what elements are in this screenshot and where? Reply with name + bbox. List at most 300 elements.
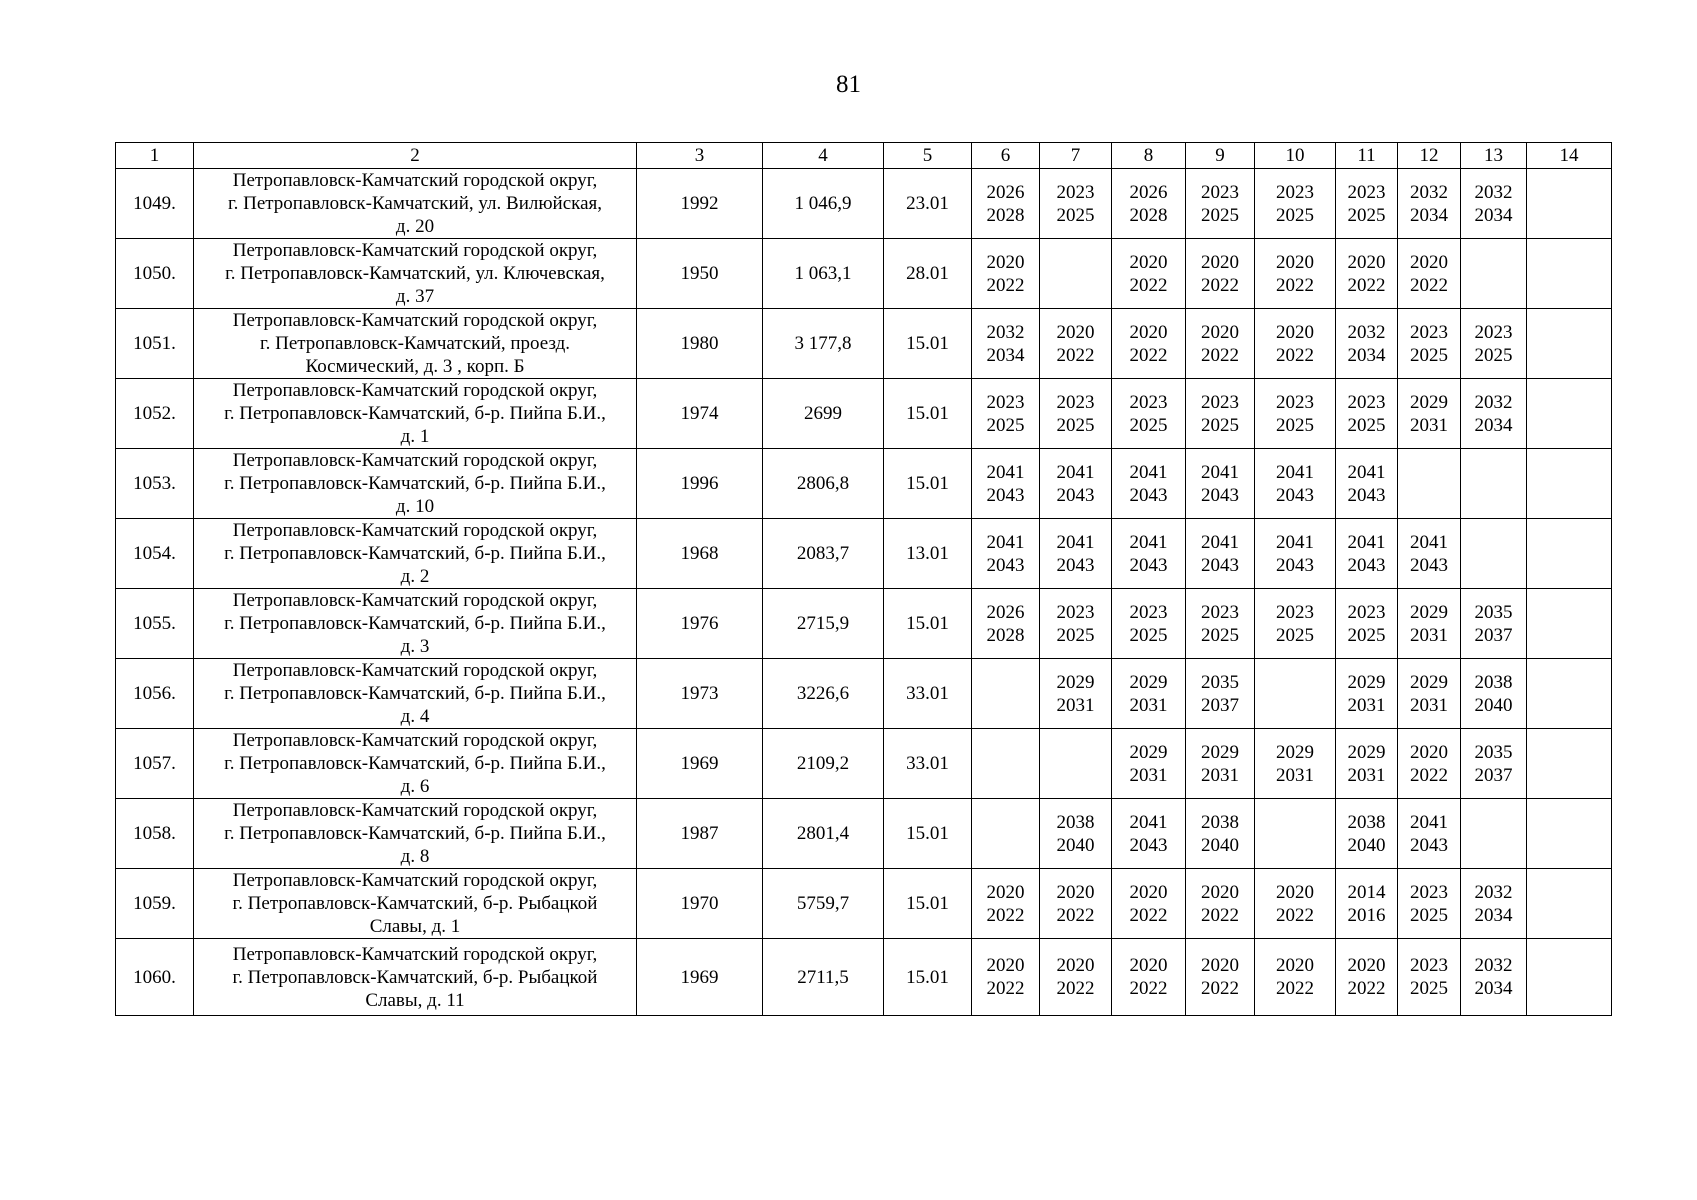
table-row	[116, 659, 1612, 729]
code-cell: 15.01	[884, 589, 972, 659]
period-cell	[1040, 449, 1112, 519]
period-year: 2020	[1410, 251, 1448, 273]
period-year: 2020	[1276, 321, 1314, 343]
period-cell	[1527, 729, 1612, 799]
code-cell: 15.01	[884, 799, 972, 869]
address-line: д. 10	[395, 496, 435, 517]
address-cell	[194, 519, 637, 589]
period-year: 2020	[1276, 251, 1314, 273]
code-cell: 13.01	[884, 519, 972, 589]
address-cell	[194, 799, 637, 869]
period-cell	[972, 589, 1040, 659]
address-line: г. Петропавловск-Камчатский, б-р. Рыбацкой	[232, 966, 598, 988]
period-year: 2022	[1410, 274, 1448, 296]
period-year: 2022	[1276, 978, 1314, 999]
period-cell	[1255, 869, 1336, 939]
period-cell	[1112, 379, 1186, 449]
period-cell	[972, 519, 1040, 589]
period-year: 2043	[1201, 484, 1239, 506]
period-cell	[1186, 589, 1255, 659]
period-year: 2032	[986, 321, 1025, 343]
period-year: 2029	[1129, 741, 1168, 763]
year-built-cell: 1980	[637, 309, 763, 379]
period-year: 2023	[1347, 601, 1386, 623]
period-cell	[972, 729, 1040, 799]
period-cell	[1112, 519, 1186, 589]
period-cell	[1527, 589, 1612, 659]
period-cell	[1461, 869, 1527, 939]
period-year: 2023	[1276, 391, 1314, 413]
period-cell	[1255, 239, 1336, 309]
period-year: 2025	[1056, 414, 1095, 436]
address-line: Петропавловск-Камчатский городской округ,	[232, 730, 598, 751]
table-row	[116, 449, 1612, 519]
period-cell	[1040, 519, 1112, 589]
period-year: 2031	[1410, 624, 1448, 646]
period-year: 2031	[1410, 414, 1448, 436]
period-cell	[1336, 169, 1398, 239]
table-row	[116, 309, 1612, 379]
code-cell: 15.01	[884, 379, 972, 449]
period-cell	[1398, 799, 1461, 869]
period-year: 2023	[1347, 181, 1386, 203]
period-cell	[1186, 379, 1255, 449]
period-cell	[1186, 519, 1255, 589]
period-cell	[1040, 869, 1112, 939]
period-year: 2020	[1201, 251, 1239, 273]
period-cell	[972, 309, 1040, 379]
row-number-cell: 1051.	[116, 309, 194, 379]
period-year: 2026	[1129, 181, 1168, 203]
period-year: 2029	[1410, 601, 1448, 623]
period-year: 2041	[1410, 531, 1448, 553]
period-cell	[1112, 729, 1186, 799]
period-cell	[1336, 729, 1398, 799]
period-cell	[1040, 379, 1112, 449]
year-built-cell: 1976	[637, 589, 763, 659]
address-cell	[194, 659, 637, 729]
period-year: 2025	[986, 414, 1025, 436]
period-year: 2041	[1129, 811, 1168, 833]
period-year: 2038	[1201, 811, 1239, 833]
period-year: 2038	[1056, 811, 1095, 833]
area-cell: 2711,5	[763, 939, 884, 1016]
period-cell	[1040, 589, 1112, 659]
period-year: 2022	[986, 978, 1025, 999]
row-number-cell: 1053.	[116, 449, 194, 519]
period-cell	[1186, 239, 1255, 309]
period-year: 2025	[1201, 414, 1239, 436]
period-year: 2023	[1410, 955, 1448, 976]
period-cell	[1186, 659, 1255, 729]
period-cell	[1336, 519, 1398, 589]
period-year: 2026	[986, 181, 1025, 203]
year-built-cell: 1969	[637, 729, 763, 799]
address-line: г. Петропавловск-Камчатский, б-р. Пийпа Б.И.,	[224, 753, 606, 774]
area-cell: 1 063,1	[763, 239, 884, 309]
table-row	[116, 379, 1612, 449]
address-line: г. Петропавловск-Камчатский, б-р. Пийпа Б.И.,	[224, 543, 606, 564]
period-cell	[1461, 729, 1527, 799]
address-line: Петропавловск-Камчатский городской округ,	[232, 520, 598, 541]
area-cell: 2109,2	[763, 729, 884, 799]
address-line: д. 20	[395, 216, 435, 237]
period-year: 2043	[986, 484, 1025, 506]
period-cell	[1255, 309, 1336, 379]
period-cell	[1040, 799, 1112, 869]
period-year: 2040	[1056, 834, 1095, 856]
period-year: 2022	[1056, 344, 1095, 366]
row-number-cell: 1059.	[116, 869, 194, 939]
period-cell	[1040, 729, 1112, 799]
period-cell	[1040, 939, 1112, 1016]
row-number-cell: 1054.	[116, 519, 194, 589]
period-cell	[1527, 309, 1612, 379]
period-year: 2023	[1276, 181, 1314, 203]
period-year: 2025	[1347, 204, 1386, 226]
table-body	[116, 143, 1612, 1016]
period-year: 2023	[1276, 601, 1314, 623]
period-year: 2032	[1474, 181, 1513, 203]
column-number-cell: 1	[116, 143, 194, 169]
period-year: 2034	[1410, 204, 1448, 226]
period-year: 2025	[1276, 414, 1314, 436]
column-number-cell: 4	[763, 143, 884, 169]
period-year: 2035	[1201, 671, 1239, 693]
period-year: 2025	[1410, 904, 1448, 926]
period-year: 2034	[1474, 204, 1513, 226]
table-row	[116, 169, 1612, 239]
period-year: 2022	[986, 904, 1025, 926]
period-year: 2023	[1201, 181, 1239, 203]
area-cell: 2699	[763, 379, 884, 449]
period-year: 2043	[1410, 554, 1448, 576]
address-line: Петропавловск-Камчатский городской округ,	[232, 870, 598, 891]
code-cell: 23.01	[884, 169, 972, 239]
year-built-cell: 1969	[637, 939, 763, 1016]
area-cell: 3226,6	[763, 659, 884, 729]
period-cell	[1527, 799, 1612, 869]
period-year: 2025	[1474, 344, 1513, 366]
period-year: 2022	[1276, 344, 1314, 366]
period-year: 2043	[1129, 834, 1168, 856]
period-year: 2020	[1129, 881, 1168, 903]
period-year: 2020	[1129, 251, 1168, 273]
period-year: 2041	[986, 461, 1025, 483]
period-cell	[1461, 169, 1527, 239]
address-line: Петропавловск-Камчатский городской округ,	[232, 590, 598, 611]
year-built-cell: 1950	[637, 239, 763, 309]
year-built-cell: 1996	[637, 449, 763, 519]
address-line: Петропавловск-Камчатский городской округ,	[232, 380, 598, 401]
period-year: 2037	[1474, 624, 1513, 646]
period-cell	[1040, 309, 1112, 379]
period-year: 2032	[1474, 955, 1513, 976]
column-number-cell: 9	[1186, 143, 1255, 169]
period-year: 2016	[1347, 904, 1386, 926]
period-cell	[1527, 659, 1612, 729]
period-cell	[1186, 169, 1255, 239]
area-cell: 1 046,9	[763, 169, 884, 239]
period-year: 2022	[1347, 274, 1386, 296]
period-cell	[1186, 799, 1255, 869]
column-number-cell: 6	[972, 143, 1040, 169]
period-cell	[1112, 449, 1186, 519]
row-number-cell: 1050.	[116, 239, 194, 309]
year-built-cell: 1970	[637, 869, 763, 939]
address-line: Славы, д. 1	[369, 916, 461, 937]
period-year: 2038	[1347, 811, 1386, 833]
period-cell	[1255, 169, 1336, 239]
address-line: Славы, д. 11	[365, 989, 465, 1011]
period-year: 2043	[1129, 484, 1168, 506]
period-year: 2023	[1056, 181, 1095, 203]
address-line: г. Петропавловск-Камчатский, ул. Ключевская,	[225, 263, 605, 284]
address-line: Петропавловск-Камчатский городской округ,	[232, 800, 598, 821]
period-cell	[972, 659, 1040, 729]
period-year: 2031	[1129, 694, 1168, 716]
period-year: 2041	[1276, 531, 1314, 553]
period-year: 2037	[1201, 694, 1239, 716]
period-year: 2025	[1410, 978, 1448, 999]
period-year: 2020	[1347, 251, 1386, 273]
period-cell	[1461, 239, 1527, 309]
address-line: д. 37	[395, 286, 435, 307]
period-cell	[972, 449, 1040, 519]
period-year: 2031	[1201, 764, 1239, 786]
period-year: 2022	[1201, 274, 1239, 296]
period-cell	[972, 869, 1040, 939]
period-cell	[1461, 379, 1527, 449]
period-year: 2022	[1129, 274, 1168, 296]
period-year: 2035	[1474, 601, 1513, 623]
row-number-cell: 1056.	[116, 659, 194, 729]
period-year: 2040	[1347, 834, 1386, 856]
column-number-cell: 11	[1336, 143, 1398, 169]
period-year: 2034	[1474, 904, 1513, 926]
period-year: 2035	[1474, 741, 1513, 763]
column-number-cell: 5	[884, 143, 972, 169]
address-line: д. 6	[400, 776, 430, 797]
code-cell: 15.01	[884, 869, 972, 939]
address-line: д. 1	[400, 426, 430, 447]
row-number-cell: 1055.	[116, 589, 194, 659]
year-built-cell: 1974	[637, 379, 763, 449]
period-year: 2023	[1347, 391, 1386, 413]
address-line: г. Петропавловск-Камчатский, б-р. Пийпа Б.И.,	[224, 613, 606, 634]
period-year: 2041	[1347, 531, 1386, 553]
address-line: д. 4	[400, 706, 430, 727]
period-year: 2031	[1276, 764, 1314, 786]
period-year: 2031	[1347, 694, 1386, 716]
period-year: 2026	[986, 601, 1025, 623]
period-cell	[1040, 659, 1112, 729]
period-year: 2025	[1276, 204, 1314, 226]
year-built-cell: 1992	[637, 169, 763, 239]
period-year: 2025	[1056, 204, 1095, 226]
period-cell	[1336, 589, 1398, 659]
address-cell	[194, 449, 637, 519]
period-year: 2028	[1129, 204, 1168, 226]
period-year: 2032	[1474, 881, 1513, 903]
column-number-cell: 14	[1527, 143, 1612, 169]
code-cell: 15.01	[884, 309, 972, 379]
period-cell	[1461, 309, 1527, 379]
code-cell: 28.01	[884, 239, 972, 309]
address-line: Космический, д. 3 , корп. Б	[305, 356, 525, 377]
period-year: 2043	[1276, 554, 1314, 576]
period-year: 2022	[1201, 344, 1239, 366]
period-year: 2032	[1410, 181, 1448, 203]
period-year: 2037	[1474, 764, 1513, 786]
period-year: 2020	[1056, 321, 1095, 343]
period-year: 2041	[1129, 461, 1168, 483]
period-cell	[1398, 869, 1461, 939]
period-cell	[1527, 379, 1612, 449]
period-year: 2034	[986, 344, 1025, 366]
period-year: 2031	[1056, 694, 1095, 716]
period-year: 2043	[1056, 554, 1095, 576]
period-cell	[1398, 659, 1461, 729]
column-number-cell: 2	[194, 143, 637, 169]
address-line: Петропавловск-Камчатский городской округ,	[232, 240, 598, 261]
period-cell	[1255, 799, 1336, 869]
period-cell	[972, 939, 1040, 1016]
period-cell	[1527, 939, 1612, 1016]
period-year: 2031	[1129, 764, 1168, 786]
period-year: 2025	[1347, 414, 1386, 436]
period-year: 2022	[1129, 978, 1168, 999]
period-cell	[1336, 659, 1398, 729]
code-cell: 15.01	[884, 939, 972, 1016]
address-cell	[194, 239, 637, 309]
area-cell: 2801,4	[763, 799, 884, 869]
period-cell	[1255, 729, 1336, 799]
period-cell	[1336, 799, 1398, 869]
period-year: 2020	[1201, 881, 1239, 903]
period-cell	[1336, 869, 1398, 939]
period-cell	[1186, 309, 1255, 379]
period-year: 2020	[1056, 881, 1095, 903]
period-year: 2028	[986, 624, 1025, 646]
period-year: 2029	[1410, 391, 1448, 413]
period-cell	[1040, 239, 1112, 309]
period-year: 2041	[986, 531, 1025, 553]
column-number-cell: 3	[637, 143, 763, 169]
code-cell: 15.01	[884, 449, 972, 519]
period-year: 2022	[1129, 904, 1168, 926]
period-cell	[1398, 729, 1461, 799]
address-line: Петропавловск-Камчатский городской округ,	[232, 170, 598, 191]
code-cell: 33.01	[884, 729, 972, 799]
period-year: 2029	[1129, 671, 1168, 693]
period-year: 2034	[1347, 344, 1386, 366]
address-cell	[194, 939, 637, 1016]
address-line: г. Петропавловск-Камчатский, ул. Вилюйская,	[227, 193, 603, 214]
area-cell: 2806,8	[763, 449, 884, 519]
period-year: 2022	[1201, 978, 1239, 999]
address-cell	[194, 169, 637, 239]
period-year: 2020	[1201, 321, 1239, 343]
period-year: 2022	[1129, 344, 1168, 366]
table-header-row	[116, 143, 1612, 169]
period-year: 2043	[986, 554, 1025, 576]
period-cell	[1336, 449, 1398, 519]
period-cell	[1336, 939, 1398, 1016]
period-year: 2025	[1056, 624, 1095, 646]
period-year: 2043	[1347, 554, 1386, 576]
period-year: 2023	[1129, 601, 1168, 623]
address-cell	[194, 309, 637, 379]
period-cell	[972, 239, 1040, 309]
period-cell	[1336, 309, 1398, 379]
period-cell	[1527, 449, 1612, 519]
period-year: 2020	[1276, 881, 1314, 903]
period-year: 2043	[1056, 484, 1095, 506]
period-cell	[1398, 449, 1461, 519]
address-line: Петропавловск-Камчатский городской округ,	[232, 310, 598, 331]
table-row	[116, 589, 1612, 659]
period-year: 2023	[1410, 321, 1448, 343]
period-year: 2034	[1474, 978, 1513, 999]
period-year: 2043	[1347, 484, 1386, 506]
period-year: 2020	[986, 251, 1025, 273]
period-year: 2029	[1347, 671, 1386, 693]
period-year: 2023	[1129, 391, 1168, 413]
period-year: 2032	[1347, 321, 1386, 343]
period-cell	[1527, 239, 1612, 309]
address-line: г. Петропавловск-Камчатский, б-р. Пийпа Б.И.,	[224, 473, 606, 494]
period-year: 2025	[1201, 624, 1239, 646]
year-built-cell: 1973	[637, 659, 763, 729]
period-cell	[1527, 169, 1612, 239]
period-cell	[1186, 869, 1255, 939]
period-cell	[1112, 169, 1186, 239]
period-cell	[1040, 169, 1112, 239]
period-year: 2022	[1201, 904, 1239, 926]
period-cell	[1112, 309, 1186, 379]
period-cell	[1527, 869, 1612, 939]
area-cell: 3 177,8	[763, 309, 884, 379]
period-cell	[1112, 939, 1186, 1016]
area-cell: 2083,7	[763, 519, 884, 589]
period-year: 2041	[1056, 461, 1095, 483]
period-cell	[1398, 169, 1461, 239]
period-cell	[1255, 449, 1336, 519]
period-cell	[1112, 659, 1186, 729]
period-year: 2020	[1056, 955, 1095, 976]
period-cell	[1186, 449, 1255, 519]
period-year: 2020	[1276, 955, 1314, 976]
period-year: 2031	[1410, 694, 1448, 716]
period-year: 2025	[1129, 624, 1168, 646]
period-year: 2043	[1201, 554, 1239, 576]
period-year: 2023	[1201, 601, 1239, 623]
period-year: 2020	[1129, 955, 1168, 976]
period-year: 2020	[1347, 955, 1386, 976]
period-year: 2020	[1410, 741, 1448, 763]
period-year: 2020	[1129, 321, 1168, 343]
period-year: 2022	[986, 274, 1025, 296]
period-cell	[1255, 379, 1336, 449]
period-cell	[1527, 519, 1612, 589]
year-built-cell: 1987	[637, 799, 763, 869]
housing-register-table	[115, 142, 1612, 1016]
period-year: 2025	[1347, 624, 1386, 646]
period-year: 2041	[1056, 531, 1095, 553]
table-row	[116, 239, 1612, 309]
period-year: 2023	[1474, 321, 1513, 343]
